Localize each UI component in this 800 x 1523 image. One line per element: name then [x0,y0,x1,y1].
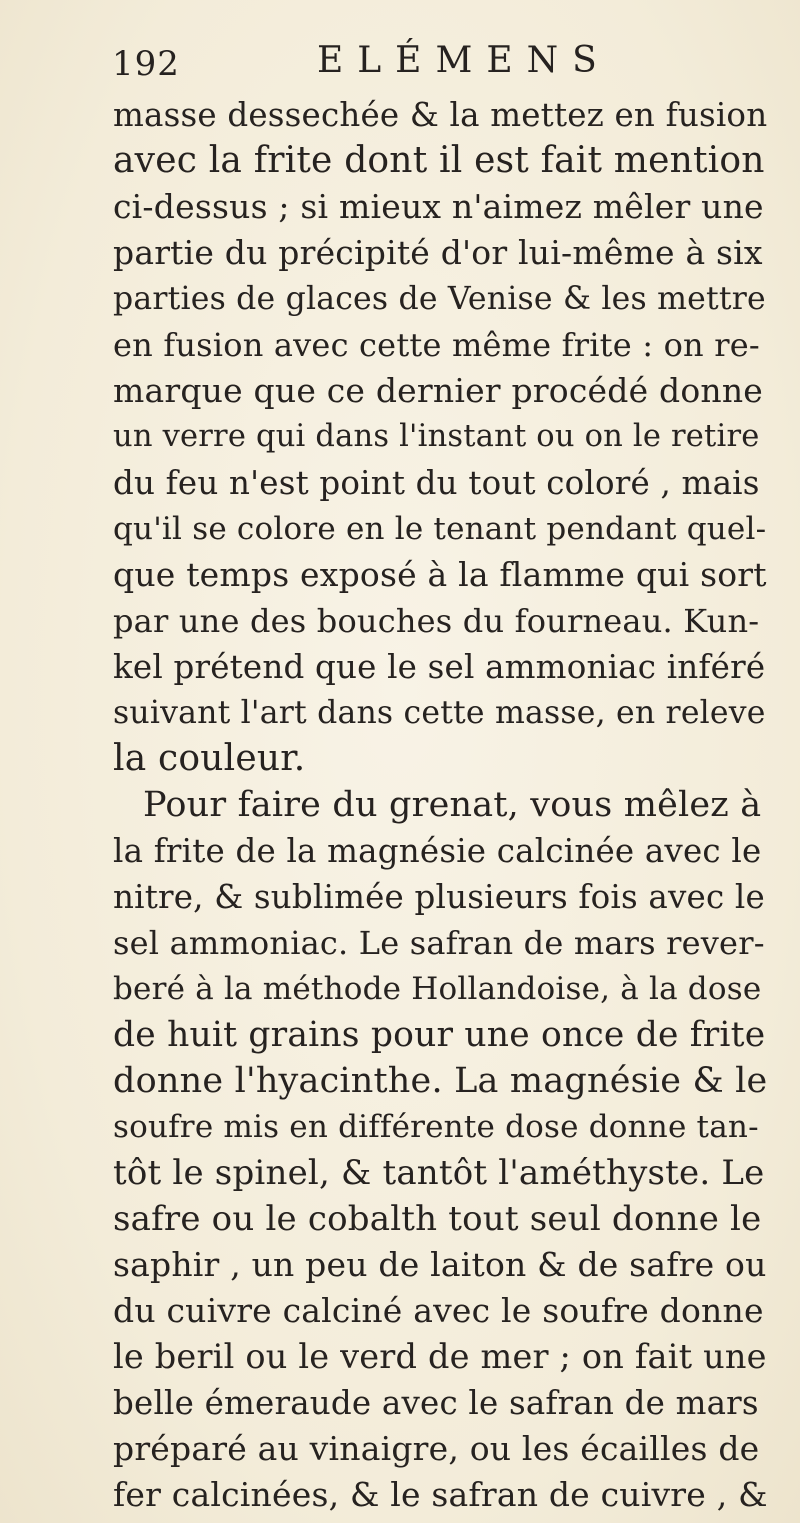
text-line: partie du précipité d'or lui-même à six [113,233,763,272]
running-title: ELÉMENS [317,40,611,81]
text-line: la couleur. [113,738,306,779]
text-line: fer calcinées, & le safran de cuivre , & [113,1475,768,1514]
text-line: parties de glaces de Venise & les mettre [113,281,766,317]
text-line: nitre, & sublimée plusieurs fois avec le [113,878,765,916]
text-line: avec la frite dont il est fait mention [113,140,765,181]
text-line: tôt le spinel, & tantôt l'améthyste. Le [113,1153,765,1193]
text-line: que temps exposé à la flamme qui sort [113,555,767,594]
text-line: de huit grains pour une once de frite [113,1015,766,1055]
text-line: un verre qui dans l'instant ou on le retire [113,419,760,454]
text-line: soufre mis en différente dose donne tan- [113,1109,759,1145]
page-number: 192 [112,44,180,84]
text-line: en fusion avec cette même frite : on re- [113,326,760,364]
text-line: safre ou le cobalth tout seul donne le [113,1199,762,1239]
text-line: du feu n'est point du tout coloré , mais [113,464,760,502]
text-line: ci-dessus ; si mieux n'aimez mêler une [113,187,764,226]
text-line: qu'il se colore en le tenant pendant quel- [113,511,767,547]
text-line: masse dessechée & la mettez en fusion [113,96,768,134]
body-text [113,92,768,1518]
text-line: donne l'hyacinthe. La magnésie & le [113,1061,768,1101]
text-line: par une des bouches du fourneau. Kun- [113,602,760,640]
text-line: belle émeraude avec le safran de mars [113,1384,759,1422]
text-line: kel prétend que le sel ammoniac inféré [113,648,766,686]
text-line: la frite de la magnésie calcinée avec le [113,832,762,870]
text-line: marque que ce dernier procédé donne [113,371,764,410]
text-line: préparé au vinaigre, ou les écailles de [113,1429,760,1468]
text-line: le beril ou le verd de mer ; on fait une [113,1337,767,1376]
text-line: du cuivre calciné avec le soufre donne [113,1291,764,1330]
text-line: suivant l'art dans cette masse, en releve [113,695,766,731]
text-line: sel ammoniac. Le safran de mars rever- [113,924,765,962]
text-line: saphir , un peu de laiton & de safre ou [113,1245,767,1284]
page-header [112,38,732,98]
text-line: beré à la méthode Hollandoise, à la dose [113,971,762,1007]
paragraph-start-line: Pour faire du grenat, vous mêlez à [143,785,762,825]
